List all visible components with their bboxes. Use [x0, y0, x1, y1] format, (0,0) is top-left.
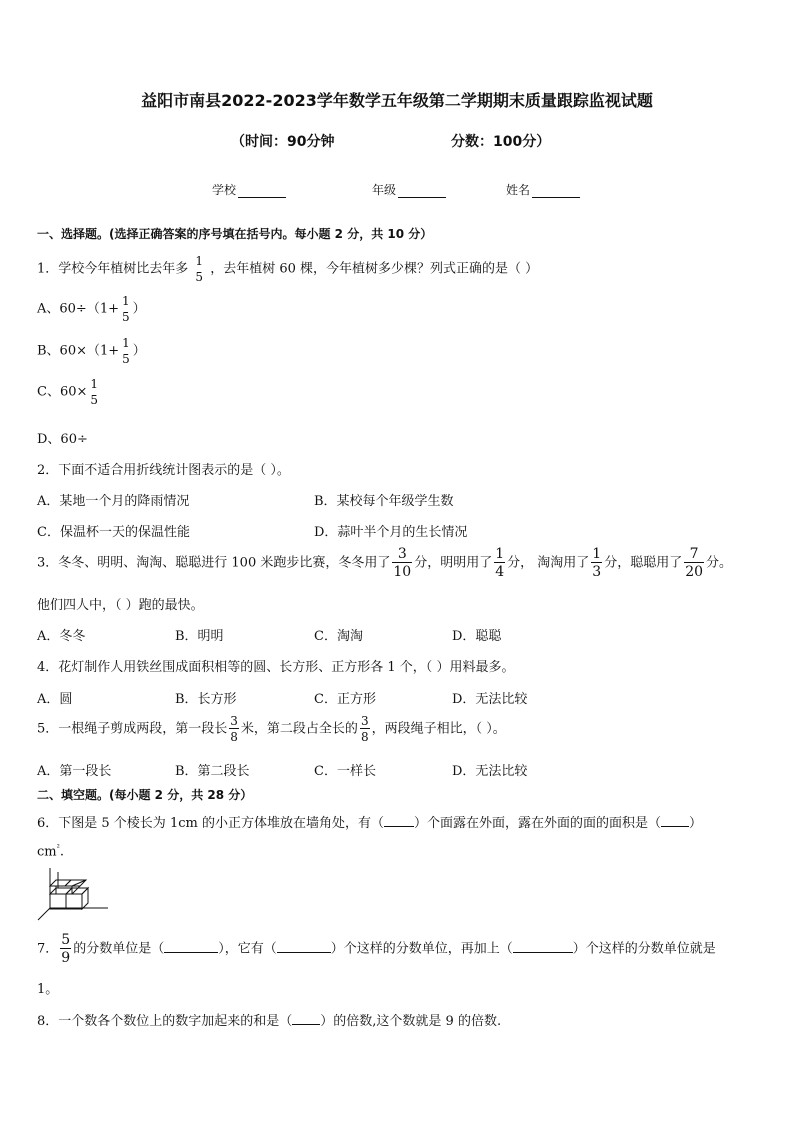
grade-field: [372, 181, 446, 198]
option-5d[interactable]: D．无法比较: [452, 764, 528, 779]
option-5c[interactable]: C．一样长: [314, 764, 376, 779]
option-3b[interactable]: B．明明: [175, 629, 224, 644]
school-blank[interactable]: [238, 184, 286, 198]
name-field: [506, 181, 580, 198]
option-5b[interactable]: B．第二段长: [175, 764, 250, 779]
answer-blank[interactable]: [164, 940, 218, 953]
question-6-unit: $cm^{^2}$.: [37, 843, 64, 860]
page-title: 益阳市南县2022-2023学年数学五年级第二学期期末质量跟踪监视试题: [141, 91, 653, 110]
question-3: 3．冬冬、明明、淘淘、聪聪进行 100 米跑步比赛，冬冬用了 $\frac{3}{10}$ 分，明明用了 $\frac{1}{4}$ 分， 淘淘用了 $\frac{1}{3}$ 分，聪聪用了 $\frac{7}{20}$ 分。: [37, 546, 733, 580]
answer-blank[interactable]: [277, 940, 331, 953]
option-3a[interactable]: A．冬冬: [37, 629, 86, 644]
answer-blank[interactable]: [384, 814, 414, 827]
answer-blank[interactable]: [661, 814, 689, 827]
fraction: 1 5: [195, 254, 204, 284]
section-heading-choice: 一、选择题。(选择正确答案的序号填在括号内。每小题 2 分，共 10 分）: [37, 227, 433, 241]
question-1: [37, 255, 538, 283]
option-1c[interactable]: C、60× 1 5: [37, 377, 99, 407]
question-3-line2: 他们四人中，（ ）跑的最快。: [37, 598, 204, 613]
school-label: 学校: [212, 183, 237, 197]
exam-time: （时间：90分钟: [231, 134, 335, 150]
fraction: $\frac{3}{10}$: [393, 546, 412, 580]
question-5: 5．一根绳子剪成两段，第一段长 $\frac{3}{8}$ 米，第二段占全长的 $\frac{3}{8}$ ，两段绳子相比，（ ）。: [37, 714, 506, 744]
grade-blank[interactable]: [398, 184, 446, 198]
option-2c[interactable]: C．保温杯一天的保温性能: [37, 525, 190, 540]
fraction: $\frac{3}{8}$: [360, 714, 369, 744]
cubes-figure: [36, 868, 116, 924]
fraction: $\frac{1}{4}$: [495, 546, 505, 580]
option-1b[interactable]: B、60×（1+ 1 5 ）: [37, 336, 146, 366]
question-6: 6．下图是 5 个棱长为 1cm 的小正方体堆放在墙角处，有（ ）个面露在外面，露在外面的面的面积是（ ）: [37, 816, 702, 831]
option-4c[interactable]: C．正方形: [314, 692, 376, 707]
question-text: 1．学校今年植树比去年多: [37, 261, 189, 277]
option-4b[interactable]: B．长方形: [175, 692, 237, 707]
answer-blank[interactable]: [292, 1012, 320, 1025]
school-field: [212, 181, 286, 198]
question-8: 8．一个数各个数位上的数字加起来的和是（ ）的倍数,这个数就是 9 的倍数.: [37, 1014, 502, 1029]
answer-blank[interactable]: [513, 940, 573, 953]
grade-label: 年级: [372, 183, 397, 197]
question-7: 7． $\frac{5}{9}$ 的分数单位是（ ），它有（ ）个这样的分数单位，再加上（ ）个这样的分数单位就是: [37, 932, 716, 966]
question-2: 2．下面不适合用折线统计图表示的是（ ）。: [37, 463, 290, 478]
fraction: $\frac{5}{9}$: [61, 932, 71, 966]
fraction: $\frac{1}{3}$: [592, 546, 602, 580]
option-5a[interactable]: A．第一段长: [37, 764, 112, 779]
option-3c[interactable]: C．淘淘: [314, 629, 363, 644]
exam-score: 分数：100分）: [451, 134, 551, 150]
question-text: ，去年植树 60 棵，今年植树多少棵？列式正确的是（ ）: [210, 261, 539, 277]
option-2b[interactable]: B．某校每个年级学生数: [314, 494, 454, 509]
option-4d[interactable]: D．无法比较: [452, 692, 528, 707]
option-1a[interactable]: A、60÷（1+ 1 5 ）: [37, 294, 146, 324]
fraction: $\frac{3}{8}$: [230, 714, 238, 744]
section-heading-fill: 二、填空题。(每小题 2 分，共 28 分）: [37, 788, 253, 802]
option-3d[interactable]: D．聪聪: [452, 629, 502, 644]
fraction: $\frac{7}{20}$: [685, 546, 704, 580]
question-4: 4．花灯制作人用铁丝围成面积相等的圆、长方形、正方形各 1 个，（ ）用料最多。: [37, 660, 515, 675]
name-label: 姓名: [506, 183, 531, 197]
option-4a[interactable]: A．圆: [37, 692, 73, 707]
option-2a[interactable]: A．某地一个月的降雨情况: [37, 494, 190, 509]
question-7-line2: 1。: [37, 982, 59, 997]
name-blank[interactable]: [532, 184, 580, 198]
option-2d[interactable]: D．蒜叶半个月的生长情况: [314, 525, 468, 540]
option-1d[interactable]: D、60÷: [37, 432, 88, 447]
